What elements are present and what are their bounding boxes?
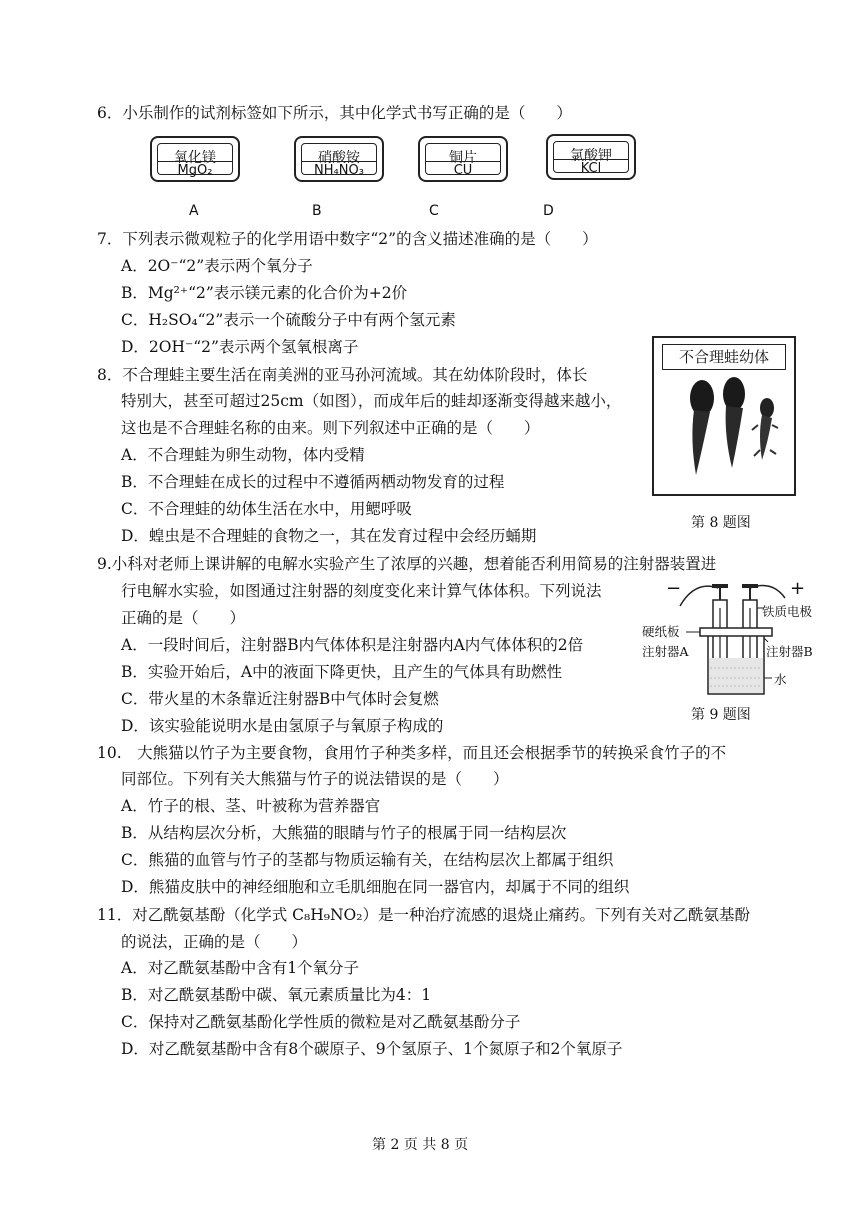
q7-option-d: D．2OH⁻“2”表示两个氢氧根离子 <box>121 338 359 356</box>
q7-option-b: B．Mg²⁺“2”表示镁元素的化合价为+2价 <box>121 284 408 302</box>
q11-option-b: B．对乙酰氨基酚中碳、氧元素质量比为4：1 <box>121 986 432 1004</box>
q11-option-c: C．保持对乙酰氨基酚化学性质的微粒是对乙酰氨基酚分子 <box>121 1013 521 1031</box>
figure-title: 不合理蛙幼体 <box>662 344 786 370</box>
q9-stem-line-2: 行电解水实验，如图通过注射器的刻度变化来计算气体体积。下列说法 <box>121 582 602 600</box>
tadpole-illustration <box>654 370 794 495</box>
minus-sign: − <box>666 578 682 599</box>
q9-stem-line-1: 9.小科对老师上课讲解的电解水实验产生了浓厚的兴趣，想着能否利用简易的注射器装置进 <box>97 555 717 573</box>
q10-stem-line-1: 10. 大熊猫以竹子为主要食物，食用竹子种类多样，而且还会根据季节的转换采食竹子的不 <box>97 744 727 762</box>
q7-option-a: A．2O⁻“2”表示两个氧分子 <box>121 257 313 275</box>
water-label: 水 <box>774 672 787 687</box>
q8-option-b: B．不合理蛙在成长的过程中不遵循两栖动物发育的过程 <box>121 473 505 491</box>
q10-option-b: B．从结构层次分析，大熊猫的眼睛与竹子的根属于同一结构层次 <box>121 824 567 842</box>
q8-stem-line-2: 特别大，甚至可超过25cm（如图），而成年后的蛙却逐渐变得越来越小， <box>121 392 622 410</box>
board-label: 硬纸板 <box>642 624 680 639</box>
q9-option-d: D．该实验能说明水是由氢原子与氧原子构成的 <box>121 717 444 735</box>
electrode-label: 铁质电极 <box>762 604 813 619</box>
reagent-label-b <box>294 136 384 182</box>
reagent-formula: MgO₂ <box>177 163 213 178</box>
syringe-b-label: 注射器B <box>766 644 813 659</box>
option-letter-c: C <box>429 203 439 219</box>
q7-stem: 7．下列表示微观粒子的化学用语中数字“2”的含义描述准确的是（ ） <box>97 230 598 248</box>
q10-option-c: C．熊猫的血管与竹子的茎都与物质运输有关，在结构层次上都属于组织 <box>121 851 614 869</box>
option-letter-d: D <box>543 203 554 219</box>
q11-option-d: D．对乙酰氨基酚中含有8个碳原子、9个氢原子、1个氮原子和2个氧原子 <box>121 1040 623 1058</box>
q8-option-c: C．不合理蛙的幼体生活在水中，用鳃呼吸 <box>121 500 412 518</box>
q11-stem-line-1: 11．对乙酰氨基酚（化学式 C₈H₉NO₂）是一种治疗流感的退烧止痛药。下列有关对乙酰氨基酚 <box>97 906 750 924</box>
frog-tadpole-figure <box>652 336 796 496</box>
reagent-label-c <box>418 136 508 182</box>
option-letter-b: B <box>312 203 322 219</box>
reagent-name: 氯酸钾 <box>570 148 612 164</box>
reagent-name: 氧化镁 <box>174 150 216 166</box>
q9-option-a: A．一段时间后，注射器B内气体体积是注射器内A内气体体积的2倍 <box>121 636 584 654</box>
reagent-label-d <box>546 134 636 180</box>
q8-stem-line-1: 8．不合理蛙主要生活在南美洲的亚马孙河流域。其在幼体阶段时，体长 <box>97 366 588 384</box>
reagent-name: 铜片 <box>449 150 477 166</box>
q8-figure-caption: 第 8 题图 <box>691 515 751 531</box>
q7-option-c: C．H₂SO₄“2”表示一个硫酸分子中有两个氢元素 <box>121 311 456 329</box>
q8-stem-line-3: 这也是不合理蛙名称的由来。则下列叙述中正确的是（ ） <box>121 419 540 437</box>
q10-stem-line-2: 同部位。下列有关大熊猫与竹子的说法错误的是（ ） <box>121 770 509 788</box>
plus-sign: + <box>790 578 806 599</box>
page-footer: 第 2 页 共 8 页 <box>372 1137 469 1153</box>
electrolysis-figure <box>640 578 820 698</box>
reagent-label-a <box>150 136 240 182</box>
reagent-formula: CU <box>453 163 473 178</box>
option-letter-a: A <box>189 203 199 219</box>
q9-stem-line-3: 正确的是（ ） <box>121 609 246 627</box>
q8-option-d: D．蝗虫是不合理蛙的食物之一，其在发育过程中会经历蛹期 <box>121 527 537 545</box>
q8-option-a: A．不合理蛙为卵生动物，体内受精 <box>121 446 365 464</box>
q10-option-d: D．熊猫皮肤中的神经细胞和立毛肌细胞在同一器官内，却属于不同的组织 <box>121 878 630 896</box>
q9-option-c: C．带火星的木条靠近注射器B中气体时会复燃 <box>121 690 439 708</box>
reagent-formula: NH₄NO₃ <box>314 163 364 178</box>
reagent-formula: KCl <box>580 161 602 176</box>
q6-stem: 6．小乐制作的试剂标签如下所示，其中化学式书写正确的是（ ） <box>97 104 572 122</box>
syringe-a-label: 注射器A <box>642 644 689 659</box>
q9-option-b: B．实验开始后，A中的液面下降更快，且产生的气体具有助燃性 <box>121 663 563 681</box>
q11-option-a: A．对乙酰氨基酚中含有1个氧分子 <box>121 959 360 977</box>
q10-option-a: A．竹子的根、茎、叶被称为营养器官 <box>121 797 381 815</box>
reagent-name: 硝酸铵 <box>318 150 360 166</box>
q9-figure-caption: 第 9 题图 <box>691 707 751 723</box>
q11-stem-line-2: 的说法，正确的是（ ） <box>121 933 308 951</box>
